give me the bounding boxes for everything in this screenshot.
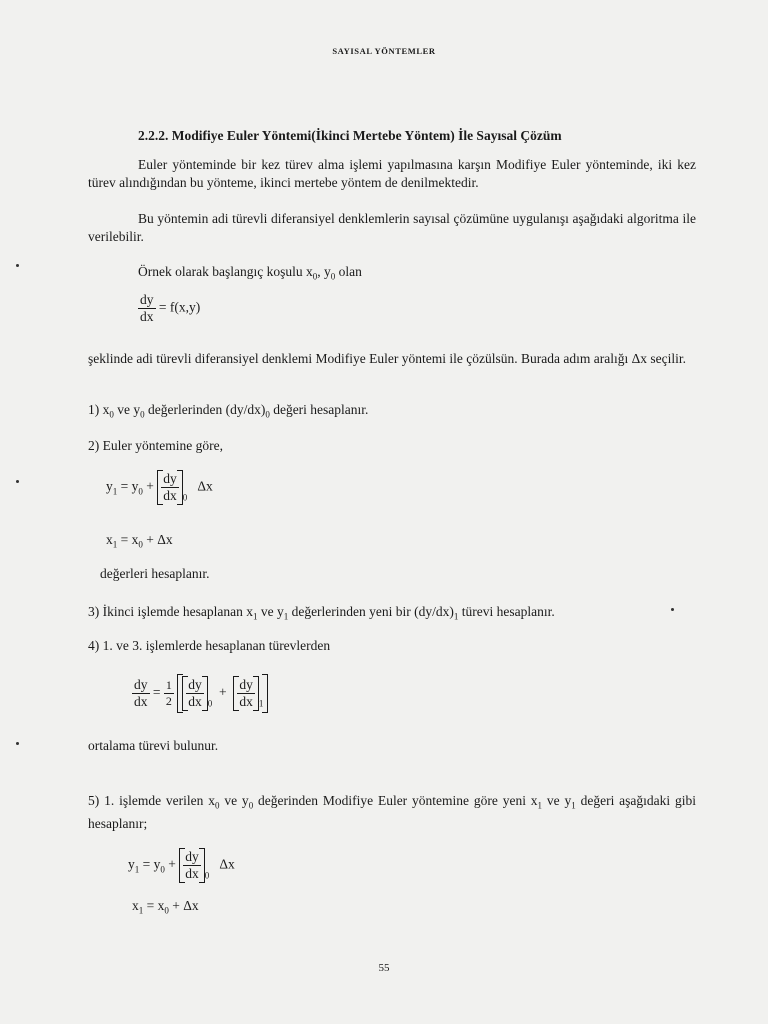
avg-denominator-0: dx bbox=[188, 694, 202, 709]
step1-c: değerlerinden (dy/dx) bbox=[144, 402, 266, 417]
example-pre: Örnek olarak başlangıç koşulu x bbox=[138, 264, 313, 279]
ode-denominator: dx bbox=[140, 309, 154, 324]
avg-lhs-fraction bbox=[132, 677, 150, 710]
example-post: olan bbox=[335, 264, 362, 279]
example-line bbox=[138, 264, 362, 282]
equation-modified-y bbox=[128, 848, 235, 883]
avg-fraction-0 bbox=[186, 677, 204, 710]
eq3-c: + Δx bbox=[142, 532, 173, 547]
page-number: 55 bbox=[378, 962, 390, 974]
paragraph-solve: şeklinde adi türevli diferansiyel denklemi Modifiye Euler yöntemi ile çözülsün. Burada adım aralığı Δx seçilir. bbox=[88, 351, 687, 366]
step5-s4: 1 bbox=[571, 800, 576, 811]
step-5 bbox=[88, 792, 696, 833]
step1-s3: 0 bbox=[265, 409, 270, 420]
eq6-c: + Δx bbox=[168, 898, 199, 913]
eq6-s2: 0 bbox=[164, 905, 169, 916]
step-3 bbox=[88, 604, 555, 622]
avg-outer-bracket bbox=[177, 674, 268, 713]
avg-sub-0: 0 bbox=[207, 698, 213, 709]
avg-half-denominator: 2 bbox=[165, 694, 172, 708]
average-line: ortalama türevi bulunur. bbox=[88, 738, 219, 753]
scan-mark bbox=[671, 608, 674, 611]
avg-numerator-1: dy bbox=[239, 677, 253, 692]
step-4: 4) 1. ve 3. işlemlerde hesaplanan türevlerden bbox=[88, 638, 331, 653]
eq6-a: x bbox=[132, 898, 139, 913]
step3-s3: 1 bbox=[453, 611, 459, 622]
avg-sub-1: 1 bbox=[258, 698, 264, 709]
avg-bracket-1 bbox=[233, 676, 259, 711]
step1-s1: 0 bbox=[109, 409, 114, 420]
paragraph-algorithm-text: Bu yöntemin adi türevli diferansiyel denklemlerin sayısal çözümüne uygulanışı aşağıdaki algoritma ile verilebilir. bbox=[88, 211, 696, 244]
eq2-bracket-sub: 0 bbox=[182, 492, 188, 503]
paragraph-intro-text: Euler yönteminde bir kez türev alma işlemi yapılmasına karşın Modifiye Euler yönteminde, iki kez türev alındığından bu yönteme, ikinci mertebe yöntem de denilmektedir. bbox=[88, 157, 696, 190]
eq3-b: = x bbox=[117, 532, 139, 547]
equation-modified-x bbox=[132, 898, 199, 916]
step1-s2: 0 bbox=[140, 409, 145, 420]
step1-b: ve y bbox=[113, 402, 141, 417]
eq5-plus: + bbox=[164, 856, 180, 872]
equation-euler-y bbox=[106, 470, 213, 505]
eq3-a: x bbox=[106, 532, 113, 547]
step3-s1: 1 bbox=[252, 611, 258, 622]
eq2-denominator: dx bbox=[163, 488, 177, 503]
eq2-eq: = y bbox=[117, 478, 139, 494]
step5-e: değeri aşağıdaki gibi hesaplanır; bbox=[88, 793, 697, 831]
eq5-tail: Δx bbox=[219, 856, 235, 872]
eq5-lhs-sub: 1 bbox=[134, 864, 140, 875]
step5-s1: 0 bbox=[214, 800, 220, 811]
eq5-denominator: dx bbox=[185, 866, 199, 881]
avg-half-numerator: 1 bbox=[165, 678, 172, 692]
eq6-s1: 1 bbox=[138, 905, 144, 916]
step5-s2: 0 bbox=[248, 800, 254, 811]
step3-d: türevi hesaplanır. bbox=[458, 604, 555, 619]
step5-d: ve y bbox=[542, 793, 572, 808]
step1-a: 1) x bbox=[88, 402, 110, 417]
avg-denominator-1: dx bbox=[239, 694, 253, 709]
eq2-lhs-sub: 1 bbox=[112, 486, 118, 497]
paragraph-intro bbox=[88, 156, 696, 192]
step5-b: ve y bbox=[219, 793, 249, 808]
avg-fraction-1 bbox=[237, 677, 255, 710]
step5-s3: 1 bbox=[537, 800, 543, 811]
step-2: 2) Euler yöntemine göre, bbox=[88, 438, 223, 453]
step3-s2: 1 bbox=[283, 611, 289, 622]
eq2-tail: Δx bbox=[197, 478, 213, 494]
avg-lhs-denominator: dx bbox=[134, 694, 148, 709]
step-1 bbox=[88, 402, 368, 420]
eq2-fraction bbox=[161, 471, 179, 504]
example-sub-x: 0 bbox=[312, 271, 318, 282]
avg-eq: = bbox=[152, 684, 161, 700]
eq3-s1: 1 bbox=[112, 539, 118, 550]
eq5-eq: = y bbox=[139, 856, 161, 872]
eq5-eq-sub: 0 bbox=[160, 864, 165, 875]
scan-mark bbox=[16, 264, 19, 267]
equation-euler-x bbox=[106, 532, 173, 550]
ode-rhs: = f(x,y) bbox=[158, 299, 201, 315]
step5-a: 5) 1. işlemde verilen x bbox=[88, 793, 215, 808]
step3-c: değerlerinden yeni bir (dy/dx) bbox=[288, 604, 454, 619]
step3-a: 3) İkinci işlemde hesaplanan x bbox=[88, 604, 253, 619]
eq2-lhs: y bbox=[106, 478, 113, 494]
step5-c: değerinden Modifiye Euler yöntemine göre yeni x bbox=[253, 793, 538, 808]
ode-numerator: dy bbox=[140, 292, 154, 307]
ode-fraction bbox=[138, 292, 156, 325]
eq5-lhs: y bbox=[128, 856, 135, 872]
computed-line: değerleri hesaplanır. bbox=[100, 566, 210, 581]
eq2-numerator: dy bbox=[163, 471, 177, 486]
equation-ode bbox=[138, 292, 200, 325]
eq2-plus: + bbox=[142, 478, 158, 494]
eq5-fraction bbox=[183, 849, 201, 882]
example-mid: , y bbox=[317, 264, 331, 279]
avg-plus: + bbox=[219, 684, 227, 700]
eq6-b: = x bbox=[143, 898, 165, 913]
step1-d: değeri hesaplanır. bbox=[269, 402, 369, 417]
eq2-eq-sub: 0 bbox=[138, 486, 143, 497]
avg-numerator-0: dy bbox=[188, 677, 202, 692]
avg-bracket-0 bbox=[182, 676, 208, 711]
avg-lhs-numerator: dy bbox=[134, 677, 148, 692]
avg-half bbox=[164, 678, 174, 709]
section-heading: 2.2.2. Modifiye Euler Yöntemi(İkinci Mertebe Yöntem) İle Sayısal Çözüm bbox=[138, 128, 562, 143]
running-head: SAYISAL YÖNTEMLER bbox=[332, 46, 436, 56]
eq2-bracket bbox=[157, 470, 183, 505]
example-sub-y: 0 bbox=[330, 271, 336, 282]
eq5-numerator: dy bbox=[185, 849, 199, 864]
eq3-s2: 0 bbox=[138, 539, 143, 550]
scan-mark bbox=[16, 742, 19, 745]
step3-b: ve y bbox=[257, 604, 284, 619]
paragraph-algorithm bbox=[88, 210, 696, 246]
equation-average bbox=[132, 674, 268, 713]
eq5-bracket bbox=[179, 848, 205, 883]
eq5-bracket-sub: 0 bbox=[204, 870, 210, 881]
scan-mark bbox=[16, 480, 19, 483]
